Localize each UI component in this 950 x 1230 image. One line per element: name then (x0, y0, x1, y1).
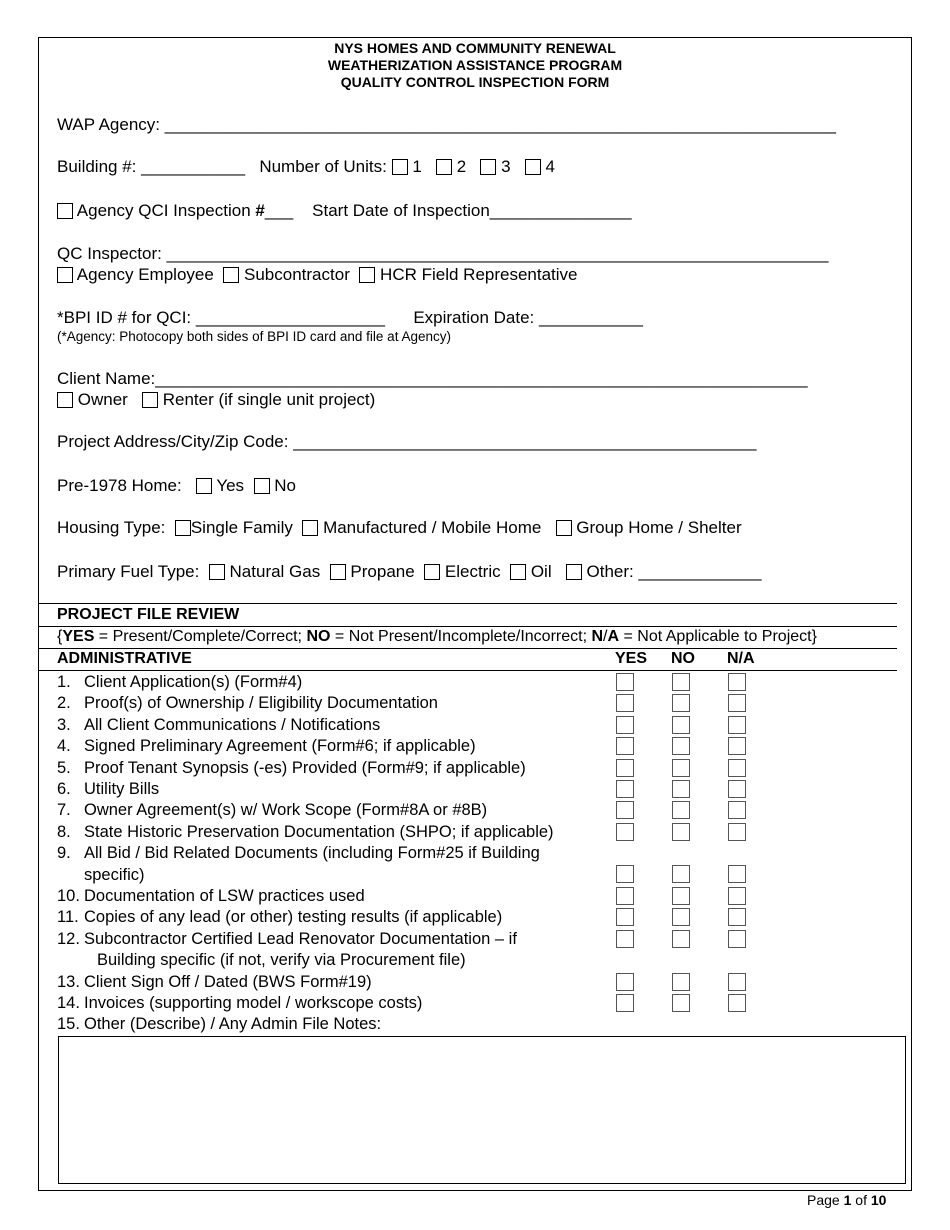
list-item (57, 715, 380, 736)
item-number: 9. (57, 844, 71, 862)
fuel-type-label: Primary Fuel Type: (57, 562, 200, 581)
pre1978-yes-checkbox[interactable] (196, 478, 212, 494)
propane-checkbox[interactable] (330, 564, 346, 580)
bpi-note: (*Agency: Photocopy both sides of BPI ID card and file at Agency) (57, 329, 451, 344)
legend-yes-def: = Present/Complete/Correct; (94, 628, 307, 645)
agency-qci-number-field[interactable]: ___ (264, 201, 294, 220)
units-label: Number of Units: (259, 157, 387, 176)
item-number: 2. (57, 694, 71, 712)
pre1978-no-label: No (274, 476, 296, 495)
owner-checkbox[interactable] (57, 392, 73, 408)
group-home-label: Group Home / Shelter (576, 518, 742, 537)
section-heading: ADMINISTRATIVE (57, 650, 192, 667)
legend-na-slash: / (603, 628, 608, 645)
item-text: Other (Describe) / Any Admin File Notes: (84, 1015, 382, 1033)
item-text: Copies of any lead (or other) testing results (if applicable) (84, 908, 503, 926)
review-na-checkbox[interactable] (728, 759, 746, 777)
review-na-checkbox[interactable] (728, 801, 746, 819)
col-header-no: NO (671, 650, 695, 667)
owner-label: Owner (77, 390, 128, 409)
housing-type-row (57, 518, 742, 538)
pre1978-row (57, 476, 296, 496)
page-number: 1 (843, 1192, 852, 1208)
review-yes-checkbox[interactable] (616, 694, 634, 712)
review-title: PROJECT FILE REVIEW (57, 606, 240, 623)
item-text: Owner Agreement(s) w/ Work Scope (Form#8A or #8B) (84, 801, 488, 819)
qc-inspector-label: QC Inspector: (57, 244, 162, 263)
electric-label: Electric (444, 562, 501, 581)
review-no-checkbox[interactable] (672, 673, 690, 691)
col-header-na: N/A (727, 650, 755, 667)
item-number: 1. (57, 673, 71, 691)
review-yes-checkbox[interactable] (616, 759, 634, 777)
list-item (57, 758, 526, 779)
wap-agency-row (57, 115, 836, 135)
legend-no-def: = Not Present/Incomplete/Incorrect; (330, 628, 592, 645)
page-of-label: of (851, 1192, 871, 1208)
start-date-field[interactable]: _______________ (489, 201, 632, 220)
pre1978-yes-label: Yes (216, 476, 245, 495)
legend-na-def: = Not Applicable to Project} (619, 628, 817, 645)
item-text: Client Sign Off / Dated (BWS Form#19) (84, 973, 372, 991)
legend-open: { (57, 628, 63, 645)
header-line-1: NYS HOMES AND COMMUNITY RENEWAL (334, 40, 616, 56)
list-item (57, 1014, 381, 1035)
item-text: Proof Tenant Synopsis (-es) Provided (Form#9; if applicable) (84, 759, 526, 777)
agency-employee-checkbox[interactable] (57, 267, 73, 283)
housing-type-label: Housing Type: (57, 518, 166, 537)
natural-gas-label: Natural Gas (229, 562, 321, 581)
item-text: Client Application(s) (Form#4) (84, 673, 303, 691)
item-number: 10. (57, 887, 80, 905)
single-family-checkbox[interactable] (175, 520, 191, 536)
subcontractor-checkbox[interactable] (223, 267, 239, 283)
review-na-checkbox[interactable] (728, 865, 746, 883)
other-fuel-label: Other: (586, 562, 634, 581)
propane-label: Propane (350, 562, 415, 581)
units-4-label: 4 (545, 157, 555, 176)
wap-agency-label: WAP Agency: (57, 115, 160, 134)
units-2-checkbox[interactable] (436, 159, 452, 175)
units-1-label: 1 (412, 157, 422, 176)
item-number: 15. (57, 1015, 80, 1033)
units-3-label: 3 (501, 157, 511, 176)
review-na-checkbox[interactable] (728, 973, 746, 991)
item-number: 14. (57, 994, 80, 1012)
review-yes-checkbox[interactable] (616, 716, 634, 734)
pre1978-no-checkbox[interactable] (254, 478, 270, 494)
list-item (57, 907, 502, 928)
other-fuel-field[interactable]: _____________ (638, 562, 762, 581)
review-no-checkbox[interactable] (672, 823, 690, 841)
review-na-checkbox[interactable] (728, 930, 746, 948)
qc-inspector-row (57, 244, 828, 264)
manufactured-home-checkbox[interactable] (302, 520, 318, 536)
group-home-checkbox[interactable] (556, 520, 572, 536)
item-text: Subcontractor Certified Lead Renovator Documentation – if (84, 930, 517, 948)
review-yes-checkbox[interactable] (616, 780, 634, 798)
page-indicator (807, 1192, 886, 1208)
item-continuation: specific) (84, 866, 145, 884)
hcr-field-rep-checkbox[interactable] (359, 267, 375, 283)
divider (38, 603, 897, 604)
fuel-type-row (57, 562, 761, 582)
review-na-checkbox[interactable] (728, 694, 746, 712)
review-na-checkbox[interactable] (728, 737, 746, 755)
units-2-label: 2 (456, 157, 467, 176)
review-yes-checkbox[interactable] (616, 801, 634, 819)
agency-employee-label: Agency Employee (76, 265, 214, 284)
review-no-checkbox[interactable] (672, 716, 690, 734)
item-text: All Bid / Bid Related Documents (including Form#25 if Building (84, 844, 540, 862)
review-na-checkbox[interactable] (728, 994, 746, 1012)
agency-qci-hash: # (255, 201, 265, 220)
review-yes-checkbox[interactable] (616, 887, 634, 905)
bpi-row (57, 308, 643, 328)
review-yes-checkbox[interactable] (616, 673, 634, 691)
renter-label: Renter (if single unit project) (162, 390, 376, 409)
agency-qci-label: Agency QCI Inspection (76, 201, 256, 220)
address-field[interactable]: _________________________________________________ (293, 432, 757, 451)
review-no-checkbox[interactable] (672, 908, 690, 926)
building-row (57, 157, 555, 177)
review-na-checkbox[interactable] (728, 716, 746, 734)
address-label: Project Address/City/Zip Code: (57, 432, 289, 451)
item-number: 6. (57, 780, 71, 798)
manufactured-home-label: Manufactured / Mobile Home (323, 518, 542, 537)
divider (38, 670, 897, 671)
list-item (57, 779, 159, 800)
building-label: Building #: (57, 157, 137, 176)
review-yes-checkbox[interactable] (616, 973, 634, 991)
review-no-checkbox[interactable] (672, 801, 690, 819)
list-item (57, 672, 302, 693)
hcr-field-rep-label: HCR Field Representative (380, 265, 578, 284)
list-item (57, 993, 422, 1014)
list-item (57, 822, 554, 843)
list-item (57, 736, 476, 757)
units-3-checkbox[interactable] (480, 159, 496, 175)
qc-inspector-field[interactable]: ______________________________________________________________________ (166, 244, 829, 263)
oil-label: Oil (530, 562, 552, 581)
list-item (57, 886, 365, 907)
client-name-field[interactable]: _____________________________________________________________________ (155, 369, 808, 388)
item-number: 11. (57, 908, 79, 926)
review-no-checkbox[interactable] (672, 759, 690, 777)
other-fuel-checkbox[interactable] (566, 564, 582, 580)
list-item (57, 800, 487, 821)
item-number: 7. (57, 801, 71, 819)
item-text: State Historic Preservation Documentation (SHPO; if applicable) (84, 823, 554, 841)
review-yes-checkbox[interactable] (616, 930, 634, 948)
item-text: Signed Preliminary Agreement (Form#6; if applicable) (84, 737, 476, 755)
item-number: 13. (57, 973, 80, 991)
legend-na-key2: A (607, 628, 620, 645)
header-line-3: QUALITY CONTROL INSPECTION FORM (340, 74, 610, 90)
review-yes-checkbox[interactable] (616, 994, 634, 1012)
ownership-row (57, 390, 375, 410)
expiration-field[interactable]: ___________ (539, 308, 644, 327)
item-text: Invoices (supporting model / workscope costs) (84, 994, 423, 1012)
start-date-label: Start Date of Inspection (312, 201, 490, 220)
review-na-checkbox[interactable] (728, 823, 746, 841)
bpi-label: *BPI ID # for QCI: (57, 308, 192, 327)
review-yes-checkbox[interactable] (616, 865, 634, 883)
review-yes-checkbox[interactable] (616, 823, 634, 841)
review-legend (57, 628, 817, 646)
item-text: Proof(s) of Ownership / Eligibility Documentation (84, 694, 438, 712)
list-item (57, 929, 517, 950)
address-row (57, 432, 757, 452)
item-number: 3. (57, 716, 71, 734)
review-no-checkbox[interactable] (672, 994, 690, 1012)
divider (38, 648, 897, 649)
wap-agency-field[interactable]: _______________________________________________________________________ (164, 115, 837, 134)
agency-qci-row (57, 201, 632, 221)
page-total: 10 (870, 1192, 887, 1208)
divider (38, 626, 897, 627)
item-continuation: Building specific (if not, verify via Procurement file) (97, 951, 466, 969)
pre1978-label: Pre-1978 Home: (57, 476, 182, 495)
subcontractor-label: Subcontractor (244, 265, 350, 284)
review-no-checkbox[interactable] (672, 737, 690, 755)
review-na-checkbox[interactable] (728, 908, 746, 926)
renter-checkbox[interactable] (142, 392, 158, 408)
single-family-label: Single Family (190, 518, 293, 537)
legend-na-key: N (591, 628, 604, 645)
header-line-2: WEATHERIZATION ASSISTANCE PROGRAM (327, 57, 623, 73)
inspector-type-row (57, 265, 578, 285)
units-4-checkbox[interactable] (525, 159, 541, 175)
review-no-checkbox[interactable] (672, 973, 690, 991)
units-1-checkbox[interactable] (392, 159, 408, 175)
review-yes-checkbox[interactable] (616, 908, 634, 926)
list-item (57, 843, 540, 864)
col-header-yes: YES (615, 650, 648, 667)
page-label: Page (807, 1192, 844, 1208)
client-name-label: Client Name: (57, 369, 156, 388)
legend-yes-key: YES (62, 628, 95, 645)
item-number: 5. (57, 759, 71, 777)
list-item (57, 693, 438, 714)
review-yes-checkbox[interactable] (616, 737, 634, 755)
oil-checkbox[interactable] (510, 564, 526, 580)
review-no-checkbox[interactable] (672, 887, 690, 905)
expiration-label: Expiration Date: (413, 308, 535, 327)
item-text: All Client Communications / Notifications (84, 716, 381, 734)
client-row (57, 369, 808, 389)
review-no-checkbox[interactable] (672, 780, 690, 798)
review-na-checkbox[interactable] (728, 780, 746, 798)
agency-qci-checkbox[interactable] (57, 203, 73, 219)
review-na-checkbox[interactable] (728, 673, 746, 691)
electric-checkbox[interactable] (424, 564, 440, 580)
review-no-checkbox[interactable] (672, 930, 690, 948)
review-no-checkbox[interactable] (672, 865, 690, 883)
item-number: 12. (57, 930, 80, 948)
item-number: 4. (57, 737, 71, 755)
item-number: 8. (57, 823, 71, 841)
list-item (57, 972, 372, 993)
item-text: Documentation of LSW practices used (84, 887, 365, 905)
building-field[interactable]: ___________ (141, 157, 246, 176)
natural-gas-checkbox[interactable] (209, 564, 225, 580)
bpi-field[interactable]: ____________________ (195, 308, 385, 327)
review-no-checkbox[interactable] (672, 694, 690, 712)
item-text: Utility Bills (84, 780, 160, 798)
review-na-checkbox[interactable] (728, 887, 746, 905)
legend-no-key: NO (306, 628, 331, 645)
admin-notes-box[interactable] (58, 1036, 906, 1184)
